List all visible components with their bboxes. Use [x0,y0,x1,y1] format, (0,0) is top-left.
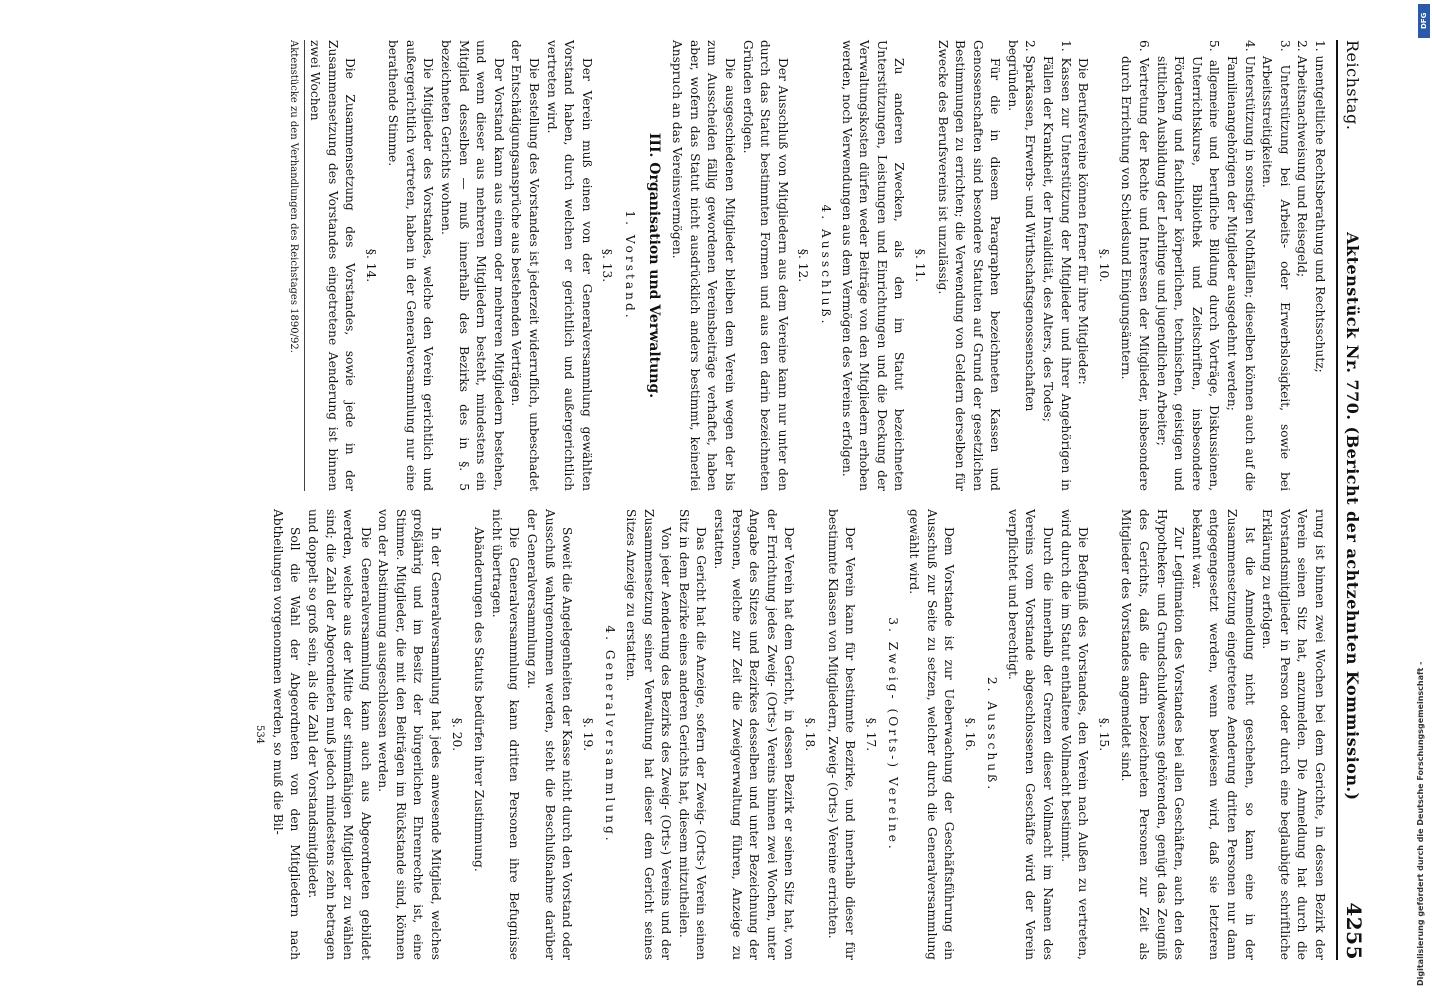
paragraph: Soll die Wahl der Abgeordneten von den Mitgliedern nach Abtheilungen vorgenommen werden, so muß die Bil- [270,509,303,960]
list-item: 2. Arbeitsnachweisung und Reisegeld; [1295,40,1310,278]
section-heading: §. 19. [580,717,595,752]
part-title: III. Organisation und Verwaltung. [645,132,662,399]
subsection-title: 2. Ausschuß. [985,676,1000,793]
paragraph: Die Bestellung des Vorstandes ist jederzeit widerruflich, unbeschadet der Entschädigungsansprüche aus bestehenden Verträgen. [509,40,542,491]
paragraph: Abänderungen des Statuts bedürfen ihrer Zustimmung. [472,527,487,872]
list-item: 1. Kassen zur Unterstützung der Mitglieder und ihrer Angehörigen in Fällen der Krankheit, der Invalidität, des Alters, des Todes; [1041,40,1073,491]
paragraph: Der Verein muß einen von der Generalversammlung gewählten Vorstand haben, durch welchen er gerichtlich und außergerichtlich vertreten wird. [544,40,594,491]
list-item: 1. unentgeltliche Rechtsberathung und Rechtsschutz; [1313,40,1327,373]
paragraph: Dem Vorstande ist zur Ueberwachung der Geschäftsführung ein Ausschuß zur Seite zu setzen, welcher durch die Generalversammlung gewählt wird. [906,509,957,960]
section-heading: §. 12. [796,248,811,283]
subsection-title: 4. Ausschluß. [818,204,833,327]
header-center [1343,130,1362,902]
paragraph: Zu anderen Zwecken, als den im Statut bezeichneten Unterstützungen, Leistungen und Einrichtungen und die Deckung der Verwaltungskosten dürfen weder Beiträge von den Mitgliedern erhoben werden, noch Verwendungen aus dem Vermögen des Vereins erfolgen. [839,40,907,491]
section-heading: §. 16. [962,717,977,752]
paragraph: Ist die Anmeldung nicht geschehen, so kann eine in der Zusammensetzung eingetretene Aenderung dritten Personen nur dann entgegengesetzt werden, wenn bewiesen wird, daß sie letzteren bekannt war. [1189,509,1257,960]
paragraph: Die Generalversammlung kann auch aus Abgeordneten gebildet werden, welche aus der Mitte der stimmfähigen Mitglieder zu wählen sind; die Zahl der Abgeordneten muß jedoch mindestens zehn betragen und doppelt so groß sein, als die Zahl der Vorstandsmitglieder. [305,509,373,960]
header-subtitle: (Bericht der achtzehnten Kommission.) [1343,426,1362,801]
paragraph: Durch die innerhalb der Grenzen dieser Vollmacht im Namen des Vereins vom Vorstande abgeschlossenen Geschäfte wird der Verein verpflichtet und berechtigt. [1005,509,1056,960]
list-item: 6. Vertretung der Rechte und Interessen der Mitglieder, insbesondere durch Errichtung von Schiedsund Einigungsämtern. [1119,40,1152,491]
page-header [1336,40,1366,960]
list-item: 3. Unterstützung bei Arbeits- oder Erwerbslosigkeit, sowie bei Arbeitsstreitigkeiten. [1260,40,1292,491]
section-heading: §. 13. [600,248,615,283]
section-heading: §. 14. [363,248,378,283]
document-page [66,30,1366,970]
paragraph: begründen. [1005,40,1020,112]
paragraph: rung ist binnen zwei Wochen bei dem Gerichte, in dessen Bezirk der Verein seinen Sitz hat, anzumelden. Die Anmeldung hat durch die Vorstandsmitglieder in Person oder durch eine beglaubigte schriftliche Erklärung zu erfolgen. [1260,509,1327,960]
section-heading: §. 18. [802,717,817,752]
subsection-title: 4. Generalversammlung. [603,625,618,844]
subsection-title: 1. Vorstand. [623,210,638,321]
list-item: 4. Unterstützung in sonstigen Nothfällen; dieselben können auch auf die Familienangehörigen der Mitglieder ausgedehnt werden; [1225,40,1257,491]
sheet-number: 534 [254,724,266,745]
list-item: 5. allgemeine und berufliche Bildung durch Vorträge, Diskussionen, Unterrichtskurse, Bibliothek und Zeitschriften, insbesondere Förderung und fachlicher körperlichen, technischen, geistigen und sittlichen Ausbildung der Lehrlinge und jugendlichen Arbeiter; [1154,40,1222,491]
footnote: Aktenstücke zu den Verhandlungen des Reichstages 1890/92. [285,40,306,491]
paragraph: Die Befugniß des Vorstandes, den Verein nach Außen zu vertreten, wird durch die im Statut enthaltene Vollmacht bestimmt. [1058,509,1091,960]
paragraph: Die Mitglieder des Vorstandes, welche den Verein gerichtlich und außergerichtlich vertreten, haben in der Generalversammlung nur eine berathende Stimme. [386,40,436,491]
paragraph: Die ausgeschiedenen Mitglieder bleiben dem Verein wegen der bis zum Ausscheiden fällig gewordenen Vereinsbeiträge verhaftet, haben aber, wofern das Statut nicht ausdrücklich anders bestimmt, keinerlei Anspruch an das Vereinsvermögen. [670,40,737,491]
list-item: 2. Sparkassen, Erwerbs- und Wirthschaftsgenossenschaften [1023,40,1038,412]
paragraph: Das Gericht hat die Anzeige, sofern der Zweig- (Orts-) Verein seinen Sitz in dem Bezirke eines anderen Gerichts hat, diesem mitzutheilen. [676,509,709,960]
paragraph: Der Ausschluß von Mitgliedern aus dem Vereine kann nur unter den durch das Statut bestimmten Formen und aus den darin bezeichneten Gründen erfolgen. [740,40,790,491]
paragraph: Von jeder Aenderung des Bezirks des Zweig- (Orts-) Vereins und der Zusammensetzung seiner Verwaltung hat dieser dem Gericht seines Sitzes Anzeige zu erstatten. [624,509,674,960]
header-left: Reichstag. [1343,40,1362,131]
paragraph: Zur Legitimation des Vorstandes bei allen Geschäften, auch den des Hypotheken- und Grundschuldwesens gehörenden, genügt das Zeugniß des Gerichts, daß die darin bezeichneten Personen zur Zeit als Mitglieder des Vorstandes angemeldet sind. [1119,509,1187,960]
paragraph: Soweit die Angelegenheiten der Kasse nicht durch den Vorstand oder Ausschuß wahrgenommen werden, steht die Beschlußnahme darüber der Generalversammlung zu. [525,509,575,960]
section-heading: §. 10. [1096,248,1111,283]
paragraph: Der Verein kann für bestimmte Bezirke, und innerhalb dieser für bestimmte Klassen von Mitgliedern, Zweig- (Orts-) Vereine errichten. [825,509,858,960]
section-heading: §. 17. [863,717,878,752]
digitization-notice [1414,6,1428,994]
section-heading: §. 20. [449,717,464,752]
right-column [128,509,1328,960]
paragraph: Die Zusammensetzung des Vorstandes, sowie jede in der Zusammensetzung des Vorstandes eingetretene Aenderung ist binnen zwei Wochen [307,40,358,491]
paragraph: Der Verein hat dem Gericht, in dessen Bezirk er seinen Sitz hat, von der Errichtung jedes Zweig- (Orts-) Vereins binnen zwei Wochen, unter Angabe des Sitzes und Bezirkes desselben und unter Bezeichnung der Personen, welche zur Zeit die Zweigverwaltung führen, Anzeige zu erstatten. [712,509,797,960]
left-column [128,40,1328,491]
page-number: 4255 [1342,902,1366,960]
document-number: Aktenstück Nr. 770. [1343,232,1362,421]
paragraph: Für die in diesem Paragraphen bezeichneten Kassen und Genossenschaften sind besondere Statuten auf Grund der gesetzlichen Bestimmungen zu errichten; die Verwendung von Geldern derselben für Zwecke des Berufsvereins ist unzulässig. [935,40,1003,491]
section-heading: §. 15. [1096,717,1111,752]
paragraph: Die Generalversammlung kann dritten Personen ihre Befugnisse nicht übertragen. [489,509,522,960]
paragraph: Der Vorstand kann aus einem oder mehreren Mitgliedern bestehen, und wenn dieser aus mehreren Mitgliedern besteht, mindestens ein Mitglied desselben — muß innerhalb des Bezirks des in §. 5 bezeichneten Gerichts wohnen. [439,40,506,491]
section-heading: §. 11. [912,248,927,283]
digitization-text: Digitalisierung gefördert durch die Deutsche Forschungsgemeinschaft - [1416,661,1425,986]
subsection-title: 3. Zweig- (Orts-) Vereine. [886,617,901,852]
paragraph: Die Berufsvereine können ferner für ihre Mitglieder: [1076,58,1091,385]
dfg-logo: DFG [1418,4,1430,38]
paragraph: In der Generalversammlung hat jedes anwesende Mitglied, welches großjährig und im Besitz der bürgerlichen Ehrenrechte ist, eine Stimme. Mitglieder, die mit den Beiträgen im Rückstande sind, können von der Abstimmung ausgeschlossen werden. [376,509,444,960]
